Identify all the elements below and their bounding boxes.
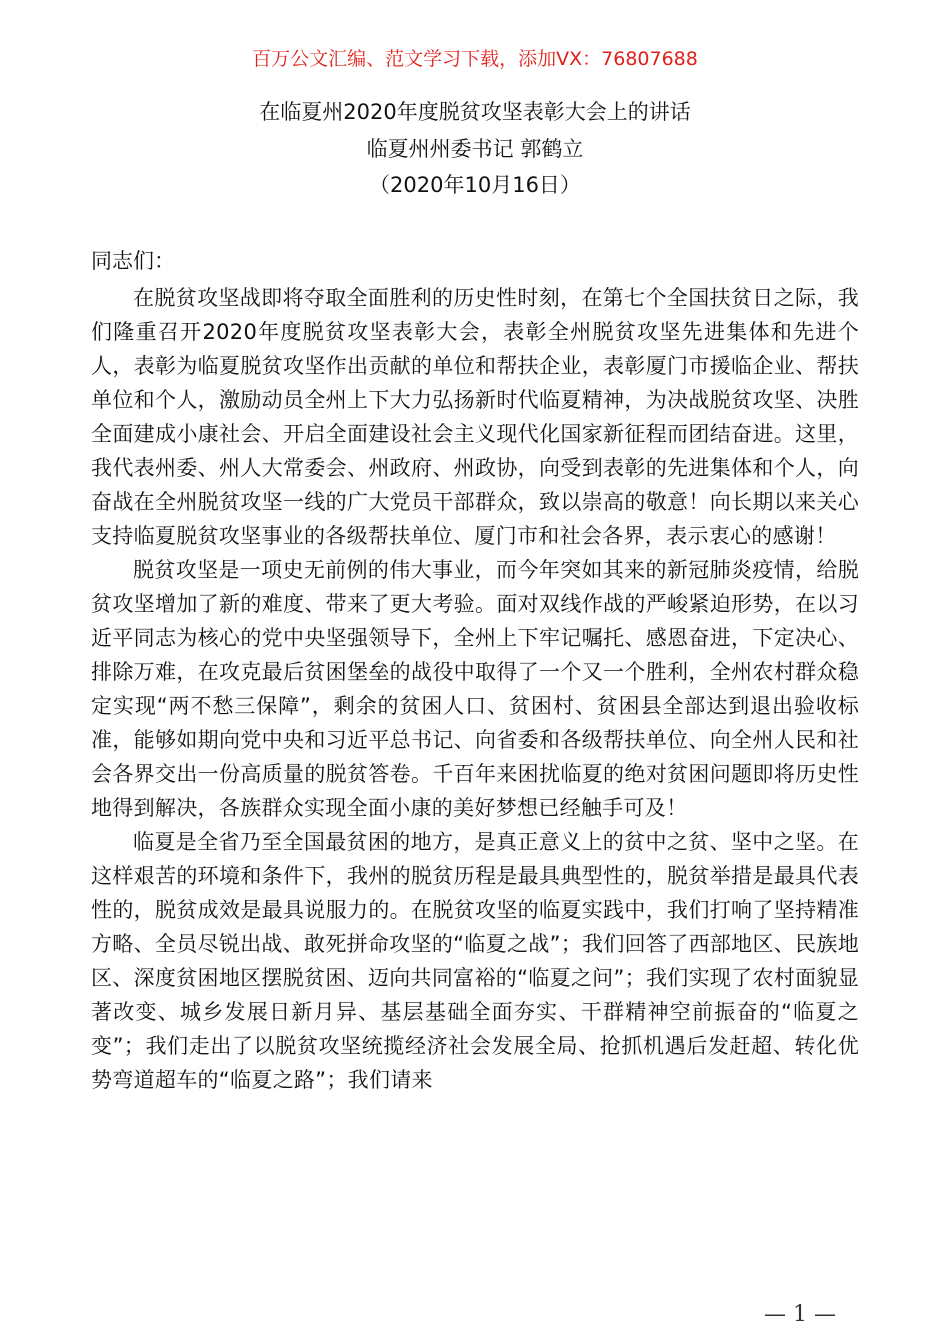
- watermark-text: 百万公文汇编、范文学习下载，添加VX：76807688: [252, 48, 698, 70]
- paragraph: 脱贫攻坚是一项史无前例的伟大事业，而今年突如其来的新冠肺炎疫情，给脱贫攻坚增加了新的难度、带来了更大考验。面对双线作战的严峻紧迫形势，在以习近平同志为核心的党中央坚强领导下，全州上下牢记嘱托、感恩奋进，下定决心、排除万难，在攻克最后贫困堡垒的战役中取得了一个又一个胜利，全州农村群众稳定实现“两不愁三保障”，剩余的贫困人口、贫困村、贫困县全部达到退出验收标准，能够如期向党中央和习近平总书记、向省委和各级帮扶单位、向全州人民和社会各界交出一份高质量的脱贫答卷。千百年来困扰临夏的绝对贫困问题即将历史性地得到解决，各族群众实现全面小康的美好梦想已经触手可及！: [91, 558, 859, 820]
- author-line: 临夏州州委书记 郭鹤立: [366, 137, 584, 161]
- greeting: 同志们：: [91, 249, 175, 273]
- paragraph: 在脱贫攻坚战即将夺取全面胜利的历史性时刻，在第七个全国扶贫日之际，我们隆重召开2020年度脱贫攻坚表彰大会，表彰全州脱贫攻坚先进集体和先进个人，表彰为临夏脱贫攻坚作出贡献的单位和帮扶企业，表彰厦门市援临企业、帮扶单位和个人，激励动员全州上下大力弘扬新时代临夏精神，为决战脱贫攻坚、决胜全面建成小康社会、开启全面建设社会主义现代化国家新征程而团结奋进。这里，我代表州委、州人大常委会、州政府、州政协，向受到表彰的先进集体和个人，向奋战在全州脱贫攻坚一线的广大党员干部群众，致以崇高的敬意！向长期以来关心支持临夏脱贫攻坚事业的各级帮扶单位、厦门市和社会各界，表示衷心的感谢！: [91, 286, 859, 548]
- page-number: — 1 —: [764, 1302, 836, 1327]
- date-line: （2020年10月16日）: [369, 173, 581, 197]
- paragraph: 临夏是全省乃至全国最贫困的地方，是真正意义上的贫中之贫、坚中之坚。在这样艰苦的环境和条件下，我州的脱贫历程是最具典型性的，脱贫举措是最具代表性的，脱贫成效是最具说服力的。在脱贫攻坚的临夏实践中，我们打响了坚持精准方略、全员尽锐出战、敢死拼命攻坚的“临夏之战”；我们回答了西部地区、民族地区、深度贫困地区摆脱贫困、迈向共同富裕的“临夏之问”；我们实现了农村面貌显著改变、城乡发展日新月异、基层基础全面夯实、干群精神空前振奋的“临夏之变”；我们走出了以脱贫攻坚统揽经济社会发展全局、抢抓机遇后发赶超、转化优势弯道超车的“临夏之路”；我们请来: [91, 830, 859, 1092]
- speech-body: [91, 281, 859, 1097]
- document-title: 在临夏州2020年度脱贫攻坚表彰大会上的讲话: [259, 100, 691, 124]
